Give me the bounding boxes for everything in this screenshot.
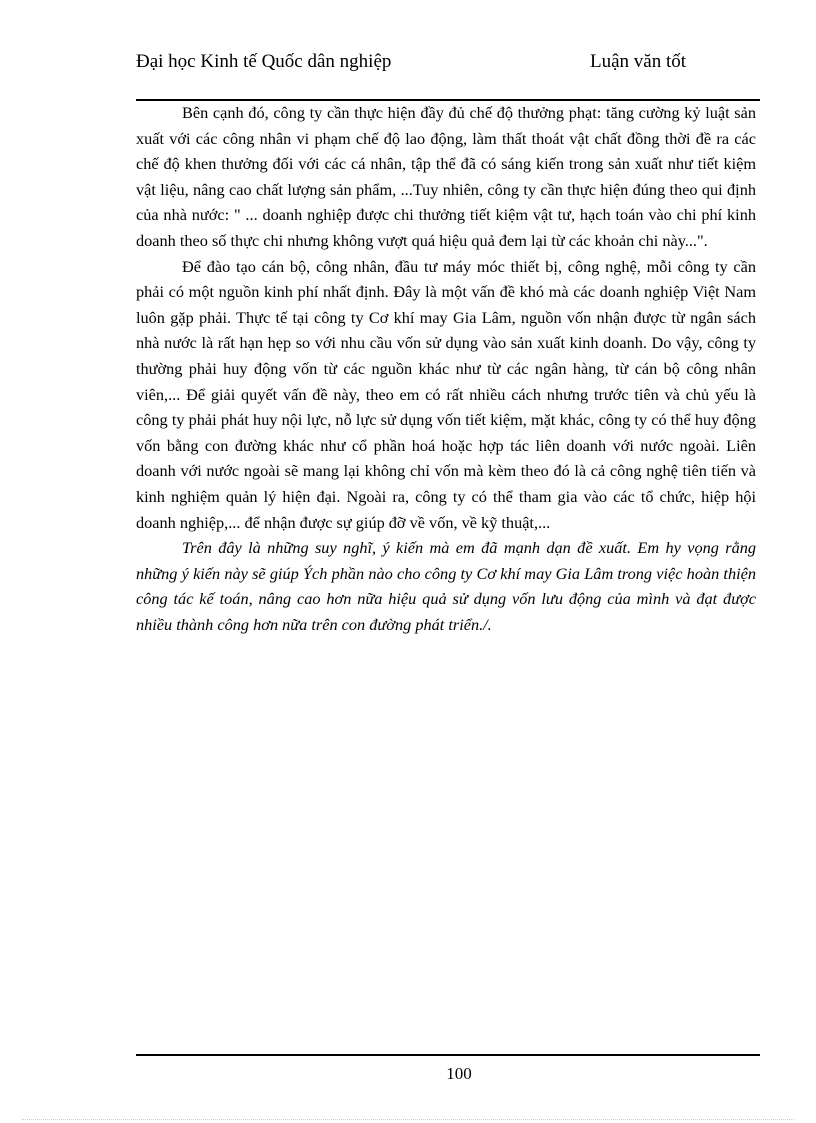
footer-divider bbox=[136, 1054, 760, 1056]
document-body bbox=[136, 100, 756, 637]
header-document-type: Luận văn tốt bbox=[590, 51, 687, 72]
paragraph-funding: Để đào tạo cán bộ, công nhân, đầu tư máy móc thiết bị, công nghệ, mỗi công ty cần phải có một nguồn kinh phí nhất định. Đây là một vấn đề khó mà các doanh nghiệp Việt Nam luôn gặp phải. Thực tế tại công ty Cơ khí may Gia Lâm, nguồn vốn nhận được từ ngân sách nhà nước là rất hạn hẹp so với nhu cầu vốn sử dụng vào sản xuất kinh doanh. Do vậy, công ty thường phải huy động vốn từ các nguồn khác như từ các ngân hàng, từ cán bộ công nhân viên,... Để giải quyết vấn đề này, theo em có rất nhiều cách nhưng trước tiên và chủ yếu là công ty phải phát huy nội lực, nỗ lực sử dụng vốn tiết kiệm, mặt khác, công ty có thể huy động vốn bằng con đường khác như cổ phần hoá hoặc hợp tác liên doanh với nước ngoài. Liên doanh với nước ngoài sẽ mang lại không chỉ vốn mà kèm theo đó là cả công nghệ tiên tiến và kinh nghiệm quản lý hiện đại. Ngoài ra, công ty có thể tham gia vào các tổ chức, hiệp hội doanh nghiệp,... để nhận được sự giúp đỡ về vốn, về kỹ thuật,... bbox=[136, 256, 756, 532]
page-edge-dotted-line bbox=[22, 1119, 794, 1120]
page-header bbox=[136, 50, 760, 100]
paragraph-conclusion: Trên đây là những suy nghĩ, ý kiến mà em đã mạnh dạn đề xuất. Em hy vọng rằng những ý kiến này sẽ giúp Ých phần nào cho công ty Cơ khí may Gia Lâm trong việc hoàn thiện công tác kế toán, nâng cao hơn nữa hiệu quả sử dụng vốn lưu động của mình và đạt được nhiều thành công hơn nữa trên con đường phát triển./. bbox=[136, 538, 756, 634]
paragraph-rewards-penalties: Bên cạnh đó, công ty cần thực hiện đầy đủ chế độ thưởng phạt: tăng cường kỷ luật sản xuất với các công nhân vi phạm chế độ lao động, làm thất thoát vật chất đồng thời đề ra các chế độ khen thưởng đối với các cá nhân, tập thể đã có sáng kiến trong sản xuất như tiết kiệm vật liệu, nâng cao chất lượng sản phẩm, ...Tuy nhiên, công ty cần thực hiện đúng theo qui định của nhà nước: " ... doanh nghiệp được chi thưởng tiết kiệm vật tư, hạch toán vào chi phí kinh doanh theo số thực chi nhưng không vượt quá hiệu quả đem lại từ các khoản chi này...". bbox=[136, 103, 756, 250]
header-university: Đại học Kinh tế Quốc dân nghiệp bbox=[136, 51, 392, 72]
page-number: 100 bbox=[446, 1064, 472, 1083]
